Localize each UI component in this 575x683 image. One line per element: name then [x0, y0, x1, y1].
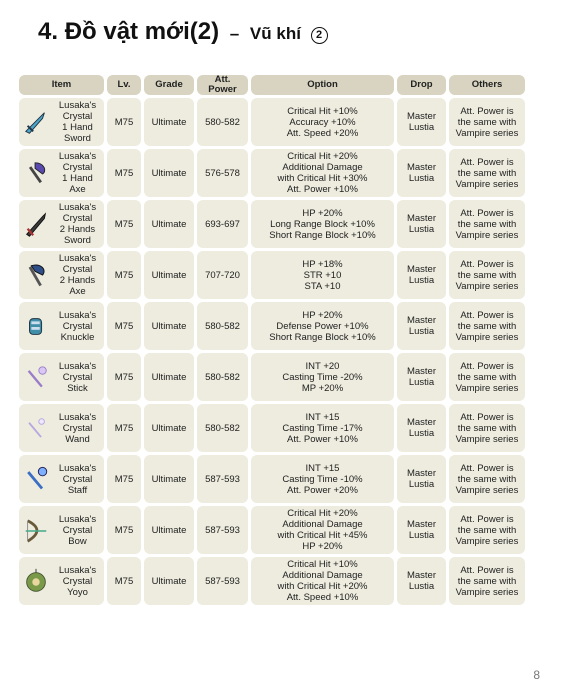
- section-heading: Đồ vật mới(2): [64, 18, 220, 45]
- table-row: [19, 251, 525, 299]
- item-name: Lusaka's Crystal 2 Hands Sword: [58, 202, 97, 246]
- bow-icon: [22, 517, 50, 545]
- table-header-row: [19, 75, 525, 95]
- others-cell: Att. Power is the same with Vampire series: [449, 557, 525, 605]
- level-cell: M75: [107, 251, 141, 299]
- grade-cell: Ultimate: [144, 506, 194, 554]
- others-cell: Att. Power is the same with Vampire series: [449, 98, 525, 146]
- table-row: [19, 149, 525, 197]
- header-level: Lv.: [107, 75, 141, 95]
- item-cell: [19, 149, 104, 197]
- item-name: Lusaka's Crystal 1 Hand Sword: [58, 100, 97, 144]
- drop-cell: Master Lustia: [397, 302, 446, 350]
- grade-cell: Ultimate: [144, 149, 194, 197]
- drop-cell: Master Lustia: [397, 506, 446, 554]
- greatsword-icon: [22, 211, 50, 239]
- grade-cell: Ultimate: [144, 353, 194, 401]
- level-cell: M75: [107, 506, 141, 554]
- sword-icon: [22, 109, 50, 137]
- header-item: Item: [19, 75, 104, 95]
- option-cell: HP +20% Long Range Block +10% Short Range Block +10%: [251, 200, 394, 248]
- item-cell: [19, 353, 104, 401]
- level-cell: M75: [107, 302, 141, 350]
- table-row: [19, 200, 525, 248]
- item-cell: [19, 404, 104, 452]
- att-power-cell: 576-578: [197, 149, 248, 197]
- att-power-cell: 707-720: [197, 251, 248, 299]
- item-cell: [19, 98, 104, 146]
- table-row: [19, 353, 525, 401]
- level-cell: M75: [107, 455, 141, 503]
- option-cell: Critical Hit +10% Additional Damage with Critical Hit +20% Att. Speed +10%: [251, 557, 394, 605]
- drop-cell: Master Lustia: [397, 98, 446, 146]
- table-row: [19, 404, 525, 452]
- table-row: [19, 302, 525, 350]
- header-others: Others: [449, 75, 525, 95]
- item-cell: [19, 251, 104, 299]
- level-cell: M75: [107, 98, 141, 146]
- item-name: Lusaka's Crystal 1 Hand Axe: [58, 151, 97, 195]
- others-cell: Att. Power is the same with Vampire series: [449, 200, 525, 248]
- item-name: Lusaka's Crystal 2 Hands Axe: [58, 253, 97, 297]
- item-name: Lusaka's Crystal Yoyo: [58, 564, 97, 598]
- others-cell: Att. Power is the same with Vampire series: [449, 149, 525, 197]
- others-cell: Att. Power is the same with Vampire series: [449, 506, 525, 554]
- others-cell: Att. Power is the same with Vampire series: [449, 302, 525, 350]
- battleaxe-icon: [22, 262, 50, 290]
- wand-icon: [22, 415, 50, 443]
- drop-cell: Master Lustia: [397, 557, 446, 605]
- axe-icon: [22, 160, 50, 188]
- att-power-cell: 587-593: [197, 557, 248, 605]
- section-subheading: Vũ khí: [249, 24, 301, 43]
- level-cell: M75: [107, 353, 141, 401]
- table-row: [19, 557, 525, 605]
- drop-cell: Master Lustia: [397, 455, 446, 503]
- att-power-cell: 580-582: [197, 353, 248, 401]
- others-cell: Att. Power is the same with Vampire series: [449, 251, 525, 299]
- option-cell: Critical Hit +10% Accuracy +10% Att. Speed +20%: [251, 98, 394, 146]
- option-cell: HP +18% STR +10 STA +10: [251, 251, 394, 299]
- page-title: [38, 18, 328, 46]
- drop-cell: Master Lustia: [397, 200, 446, 248]
- header-grade: Grade: [144, 75, 194, 95]
- att-power-cell: 580-582: [197, 98, 248, 146]
- table-row: [19, 98, 525, 146]
- others-cell: Att. Power is the same with Vampire series: [449, 353, 525, 401]
- drop-cell: Master Lustia: [397, 404, 446, 452]
- others-cell: Att. Power is the same with Vampire series: [449, 404, 525, 452]
- grade-cell: Ultimate: [144, 455, 194, 503]
- att-power-cell: 580-582: [197, 404, 248, 452]
- grade-cell: Ultimate: [144, 557, 194, 605]
- circled-number: 2: [311, 27, 328, 44]
- header-option: Option: [251, 75, 394, 95]
- drop-cell: Master Lustia: [397, 251, 446, 299]
- grade-cell: Ultimate: [144, 98, 194, 146]
- att-power-cell: 587-593: [197, 506, 248, 554]
- header-att-power: Att. Power: [197, 75, 248, 95]
- level-cell: M75: [107, 200, 141, 248]
- item-name: Lusaka's Crystal Wand: [58, 411, 97, 445]
- grade-cell: Ultimate: [144, 251, 194, 299]
- item-cell: [19, 455, 104, 503]
- weapon-table: [16, 72, 528, 608]
- option-cell: HP +20% Defense Power +10% Short Range Block +10%: [251, 302, 394, 350]
- drop-cell: Master Lustia: [397, 353, 446, 401]
- item-cell: [19, 302, 104, 350]
- item-cell: [19, 506, 104, 554]
- staff-icon: [22, 466, 50, 494]
- att-power-cell: 693-697: [197, 200, 248, 248]
- drop-cell: Master Lustia: [397, 149, 446, 197]
- table-row: [19, 506, 525, 554]
- grade-cell: Ultimate: [144, 302, 194, 350]
- item-name: Lusaka's Crystal Knuckle: [58, 309, 97, 343]
- option-cell: INT +15 Casting Time -10% Att. Power +20%: [251, 455, 394, 503]
- grade-cell: Ultimate: [144, 200, 194, 248]
- att-power-cell: 587-593: [197, 455, 248, 503]
- item-cell: [19, 557, 104, 605]
- others-cell: Att. Power is the same with Vampire series: [449, 455, 525, 503]
- item-name: Lusaka's Crystal Bow: [58, 513, 97, 547]
- option-cell: Critical Hit +20% Additional Damage with Critical Hit +45% HP +20%: [251, 506, 394, 554]
- header-drop: Drop: [397, 75, 446, 95]
- item-name: Lusaka's Crystal Stick: [58, 360, 97, 394]
- grade-cell: Ultimate: [144, 404, 194, 452]
- section-number: 4.: [38, 18, 59, 45]
- option-cell: INT +20 Casting Time -20% MP +20%: [251, 353, 394, 401]
- option-cell: Critical Hit +20% Additional Damage with Critical Hit +30% Att. Power +10%: [251, 149, 394, 197]
- level-cell: M75: [107, 149, 141, 197]
- table-row: [19, 455, 525, 503]
- option-cell: INT +15 Casting Time -17% Att. Power +10%: [251, 404, 394, 452]
- att-power-cell: 580-582: [197, 302, 248, 350]
- knuckle-icon: [22, 313, 50, 341]
- yoyo-icon: [22, 568, 50, 596]
- item-cell: [19, 200, 104, 248]
- level-cell: M75: [107, 557, 141, 605]
- stick-icon: [22, 364, 50, 392]
- level-cell: M75: [107, 404, 141, 452]
- section-dash: –: [229, 24, 240, 43]
- item-name: Lusaka's Crystal Staff: [58, 462, 97, 496]
- page-number: 8: [533, 668, 540, 682]
